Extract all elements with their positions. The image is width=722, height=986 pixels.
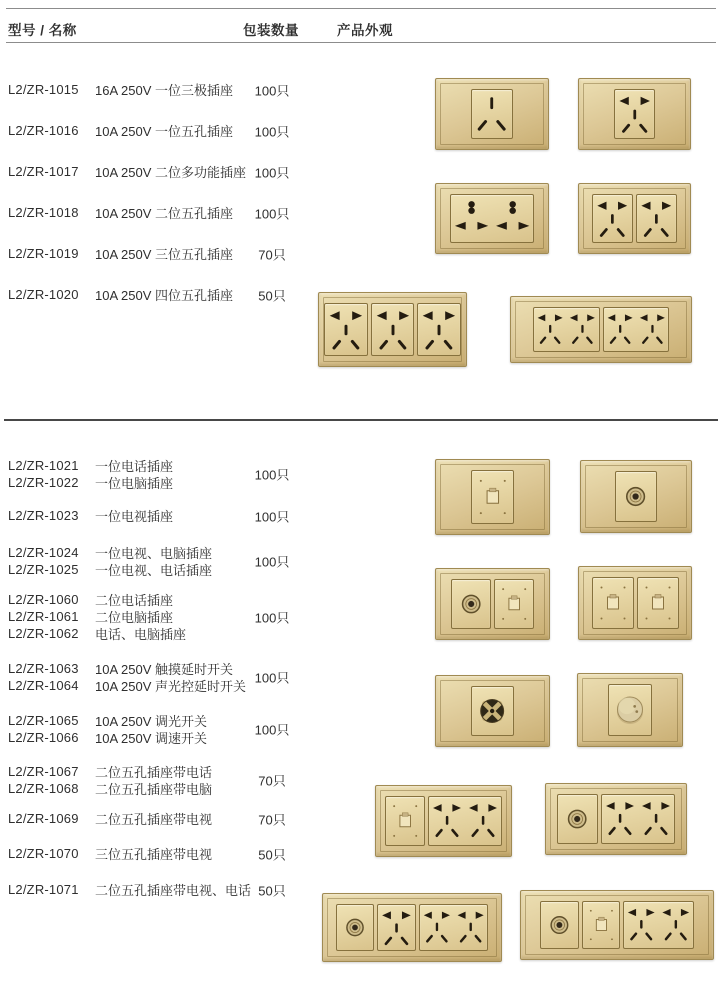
top-border-line [6, 8, 716, 9]
product-name: 10A 250V 调光开关 [95, 714, 207, 729]
header-underline [6, 42, 716, 43]
five-hole-socket-module [614, 89, 655, 139]
model-code: L2/ZR-1071 [8, 882, 79, 897]
model-code: L2/ZR-1064 [8, 678, 79, 693]
three-pin-socket-module [471, 89, 512, 139]
product-name: 10A 250V 调速开关 [95, 731, 207, 746]
rj-jack-socket-module [471, 470, 515, 524]
catalog-row [8, 591, 338, 642]
catalog-row [8, 881, 338, 898]
five-hole-socket-module [592, 194, 633, 243]
product-name: 一位电视插座 [95, 509, 174, 524]
package-quantity: 100只 [254, 165, 290, 180]
double-five-hole-socket-module [603, 307, 670, 352]
package-quantity: 70只 [258, 773, 286, 789]
rj-jack-socket-module [582, 901, 621, 949]
model-code: L2/ZR-1066 [8, 730, 79, 745]
rj-jack-socket-module [592, 577, 634, 629]
catalog-row [8, 507, 338, 524]
product-name: 二位电脑插座 [95, 610, 174, 625]
product-plate [578, 183, 691, 254]
double-five-hole-socket-module [533, 307, 600, 352]
product-name: 10A 250V 三位五孔插座 [95, 247, 233, 262]
catalog-row [8, 810, 338, 827]
package-quantity: 100只 [254, 83, 290, 98]
product-name: 二位电话插座 [95, 593, 174, 608]
model-code: L2/ZR-1068 [8, 781, 79, 796]
catalog-row [8, 712, 338, 746]
product-name: 10A 250V 四位五孔插座 [95, 288, 233, 303]
catalog-row [8, 845, 338, 862]
catalog-row [8, 163, 338, 180]
five-hole-socket-module [636, 194, 677, 243]
package-quantity: 100只 [254, 554, 290, 570]
catalog-row [8, 245, 338, 262]
column-header-model: 型号 / 名称 [8, 23, 77, 38]
product-name: 一位电脑插座 [95, 476, 174, 491]
model-code: L2/ZR-1062 [8, 626, 79, 641]
product-plate [318, 292, 467, 367]
model-code: L2/ZR-1023 [8, 508, 79, 523]
rj-jack-socket-module [637, 577, 679, 629]
product-name: 电话、电脑插座 [95, 627, 187, 642]
double-five-hole-socket-module [428, 796, 502, 846]
package-quantity: 50只 [258, 847, 286, 862]
catalog-row [8, 660, 338, 694]
product-name: 一位电视、电脑插座 [95, 546, 213, 561]
model-code: L2/ZR-1067 [8, 764, 79, 779]
column-header-appearance: 产品外观 [337, 23, 393, 38]
package-quantity: 100只 [254, 670, 290, 686]
package-quantity: 70只 [258, 812, 286, 827]
product-name: 一位电话插座 [95, 459, 174, 474]
model-code: L2/ZR-1060 [8, 592, 79, 607]
product-name: 二位五孔插座带电脑 [95, 782, 213, 797]
package-quantity: 100只 [254, 610, 290, 625]
model-code: L2/ZR-1016 [8, 123, 79, 138]
tv-coax-socket-module [540, 901, 579, 949]
product-name: 三位五孔插座带电视 [95, 847, 213, 862]
catalog-row [8, 286, 338, 303]
tv-coax-socket-module [336, 904, 374, 951]
multifunction-double-socket-module [450, 194, 534, 243]
catalog-row [8, 81, 338, 98]
product-plate [577, 673, 683, 747]
product-plate [580, 460, 692, 533]
product-name: 二位五孔插座带电视 [95, 812, 213, 827]
catalog-row [8, 204, 338, 221]
model-code: L2/ZR-1070 [8, 846, 79, 861]
package-quantity: 50只 [258, 883, 286, 898]
product-name: 一位电视、电话插座 [95, 563, 213, 578]
delay-switch-module [471, 686, 513, 736]
tv-coax-socket-module [615, 471, 656, 522]
model-code: L2/ZR-1019 [8, 246, 79, 261]
package-quantity: 100只 [254, 467, 290, 483]
package-quantity: 100只 [254, 509, 290, 524]
model-code: L2/ZR-1025 [8, 562, 79, 577]
catalog-line [8, 591, 338, 608]
product-plate [510, 296, 692, 363]
product-plate [520, 890, 714, 960]
product-plate [435, 459, 550, 535]
model-code: L2/ZR-1015 [8, 82, 79, 97]
product-name: 10A 250V 声光控延时开关 [95, 679, 246, 694]
model-code: L2/ZR-1024 [8, 545, 79, 560]
rj-jack-socket-module [385, 796, 425, 846]
tv-coax-socket-module [451, 579, 491, 629]
product-plate [322, 893, 502, 962]
product-plate [435, 675, 550, 747]
rj-jack-socket-module [494, 579, 534, 629]
model-code: L2/ZR-1063 [8, 661, 79, 676]
model-code: L2/ZR-1018 [8, 205, 79, 220]
section-divider-line [4, 419, 718, 421]
product-name: 16A 250V 一位三极插座 [95, 83, 233, 98]
model-code: L2/ZR-1021 [8, 458, 79, 473]
catalog-row [8, 544, 338, 578]
product-plate [545, 783, 687, 855]
tv-coax-socket-module [557, 794, 597, 844]
product-name: 二位五孔插座带电视、电话 [95, 883, 252, 898]
product-name: 10A 250V 触摸延时开关 [95, 662, 233, 677]
column-header-quantity: 包装数量 [243, 23, 299, 38]
product-name: 二位五孔插座带电话 [95, 765, 213, 780]
model-code: L2/ZR-1065 [8, 713, 79, 728]
model-code: L2/ZR-1017 [8, 164, 79, 179]
double-five-hole-socket-module [601, 794, 675, 844]
package-quantity: 50只 [258, 288, 286, 303]
model-code: L2/ZR-1020 [8, 287, 79, 302]
model-code: L2/ZR-1061 [8, 609, 79, 624]
product-name: 10A 250V 二位多功能插座 [95, 165, 246, 180]
catalog-row [8, 763, 338, 797]
product-plate [435, 183, 549, 254]
package-quantity: 100只 [254, 206, 290, 221]
product-plate [578, 78, 691, 150]
five-hole-socket-module [377, 904, 416, 951]
dimmer-knob-module [608, 684, 652, 736]
model-code: L2/ZR-1022 [8, 475, 79, 490]
package-quantity: 100只 [254, 722, 290, 738]
double-five-hole-socket-module [419, 904, 489, 951]
product-plate [375, 785, 512, 857]
five-hole-socket-module [324, 303, 368, 356]
product-name: 10A 250V 一位五孔插座 [95, 124, 233, 139]
catalog-row [8, 457, 338, 491]
package-quantity: 70只 [258, 247, 286, 262]
catalog-row [8, 122, 338, 139]
product-name: 10A 250V 二位五孔插座 [95, 206, 233, 221]
five-hole-socket-module [417, 303, 461, 356]
model-code: L2/ZR-1069 [8, 811, 79, 826]
package-quantity: 100只 [254, 124, 290, 139]
product-plate [435, 568, 550, 640]
five-hole-socket-module [371, 303, 415, 356]
catalog-line [8, 625, 338, 642]
double-five-hole-socket-module [623, 901, 694, 949]
product-plate [435, 78, 549, 150]
product-plate [578, 566, 692, 640]
